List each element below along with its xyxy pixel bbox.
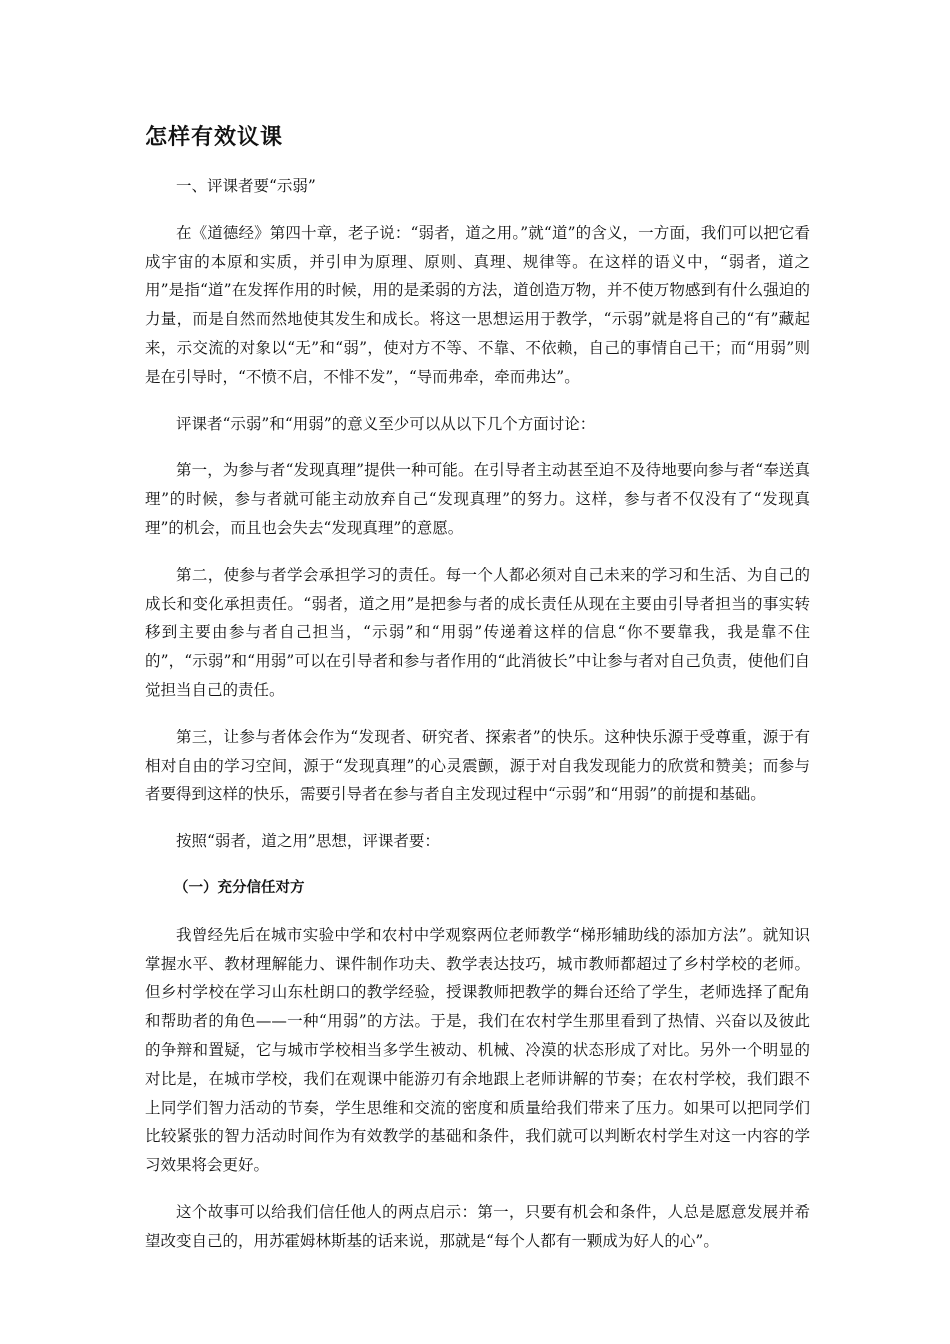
paragraph-daodejing: 在《道德经》第四十章，老子说：“弱者，道之用。”就“道”的含义，一方面，我们可以把它看成宇宙的本原和实质，并引申为原理、原则、真理、规律等。在这样的语义中，“弱者，道之用”是指“道”在发挥作用的时候，用的是柔弱的方法，道创造万物，并不使万物感到有什么强迫的力量，而是自然而然地使其发生和成长。将这一思想运用于教学，“示弱”就是将自己的“有”藏起来，示交流的对象以“无”和“弱”，使对方不等、不靠、不依赖，自己的事情自己干；而“用弱”则是在引导时，“不愤不启，不悱不发”，“导而弗牵，牵而弗达”。 <box>145 223 810 386</box>
paragraph-reviewer-should: 按照“弱者，道之用”思想，评课者要： <box>176 832 440 851</box>
paragraph-inspiration: 这个故事可以给我们信任他人的两点启示：第一，只要有机会和条件，人总是愿意发展并希望改变自己的，用苏霍姆林斯基的话来说，那就是“每个人都有一颗成为好人的心”。 <box>145 1202 810 1250</box>
section-title: 一、评课者要“示弱” <box>176 177 316 195</box>
paragraph-point-one: 第一，为参与者“发现真理”提供一种可能。在引导者主动甚至迫不及待地要向参与者“奉送真理”的时候，参与者就可能主动放弃自己“发现真理”的努力。这样，参与者不仅没有了“发现真理”的机会，而且也会失去“发现真理”的意愿。 <box>145 461 810 537</box>
paragraph-meaning-intro: 评课者“示弱”和“用弱”的意义至少可以从以下几个方面讨论： <box>176 414 596 433</box>
document-body <box>145 172 810 1274</box>
paragraph-point-two: 第二，使参与者学会承担学习的责任。每一个人都必须对自己未来的学习和生活、为自己的成长和变化承担责任。“弱者，道之用”是把参与者的成长责任从现在主要由引导者担当的事实转移到主要由参与者自己担当，“示弱”和“用弱”传递着这样的信息“你不要靠我，我是靠不住的”，“示弱”和“用弱”可以在引导者和参与者作用的“此消彼长”中让参与者对自己负责，使他们自觉担当自己的责任。 <box>145 565 810 699</box>
subsection-heading: （一）充分信任对方 <box>174 879 305 896</box>
paragraph-point-three: 第三，让参与者体会作为“发现者、研究者、探索者”的快乐。这种快乐源于受尊重，源于有相对自由的学习空间，源于“发现真理”的心灵震颤，源于对自我发现能力的欣赏和赞美；而参与者要得到这样的快乐，需要引导者在参与者自主发现过程中“示弱”和“用弱”的前提和基础。 <box>145 727 810 804</box>
paragraph-story: 我曾经先后在城市实验中学和农村中学观察两位老师教学“梯形辅助线的添加方法”。就知识掌握水平、教材理解能力、课件制作功夫、教学表达技巧，城市教师都超过了乡村学校的老师。但乡村学校在学习山东杜朗口的教学经验，授课教师把教学的舞台还给了学生，老师选择了配角和帮助者的角色——一种“用弱”的方法。于是，我们在农村学生那里看到了热情、兴奋以及彼此的争辩和置疑，它与城市学校相当多学生被动、机械、冷漠的状态形成了对比。另外一个明显的对比是，在城市学校，我们在观课中能游刃有余地跟上老师讲解的节奏；在农村学校，我们跟不上同学们智力活动的节奏，学生思维和交流的密度和质量给我们带来了压力。如果可以把同学们比较紧张的智力活动时间作为有效教学的基础和条件，我们就可以判断农村学生对这一内容的学习效果将会更好。 <box>145 925 810 1175</box>
page-title: 怎样有效议课 <box>145 124 284 150</box>
